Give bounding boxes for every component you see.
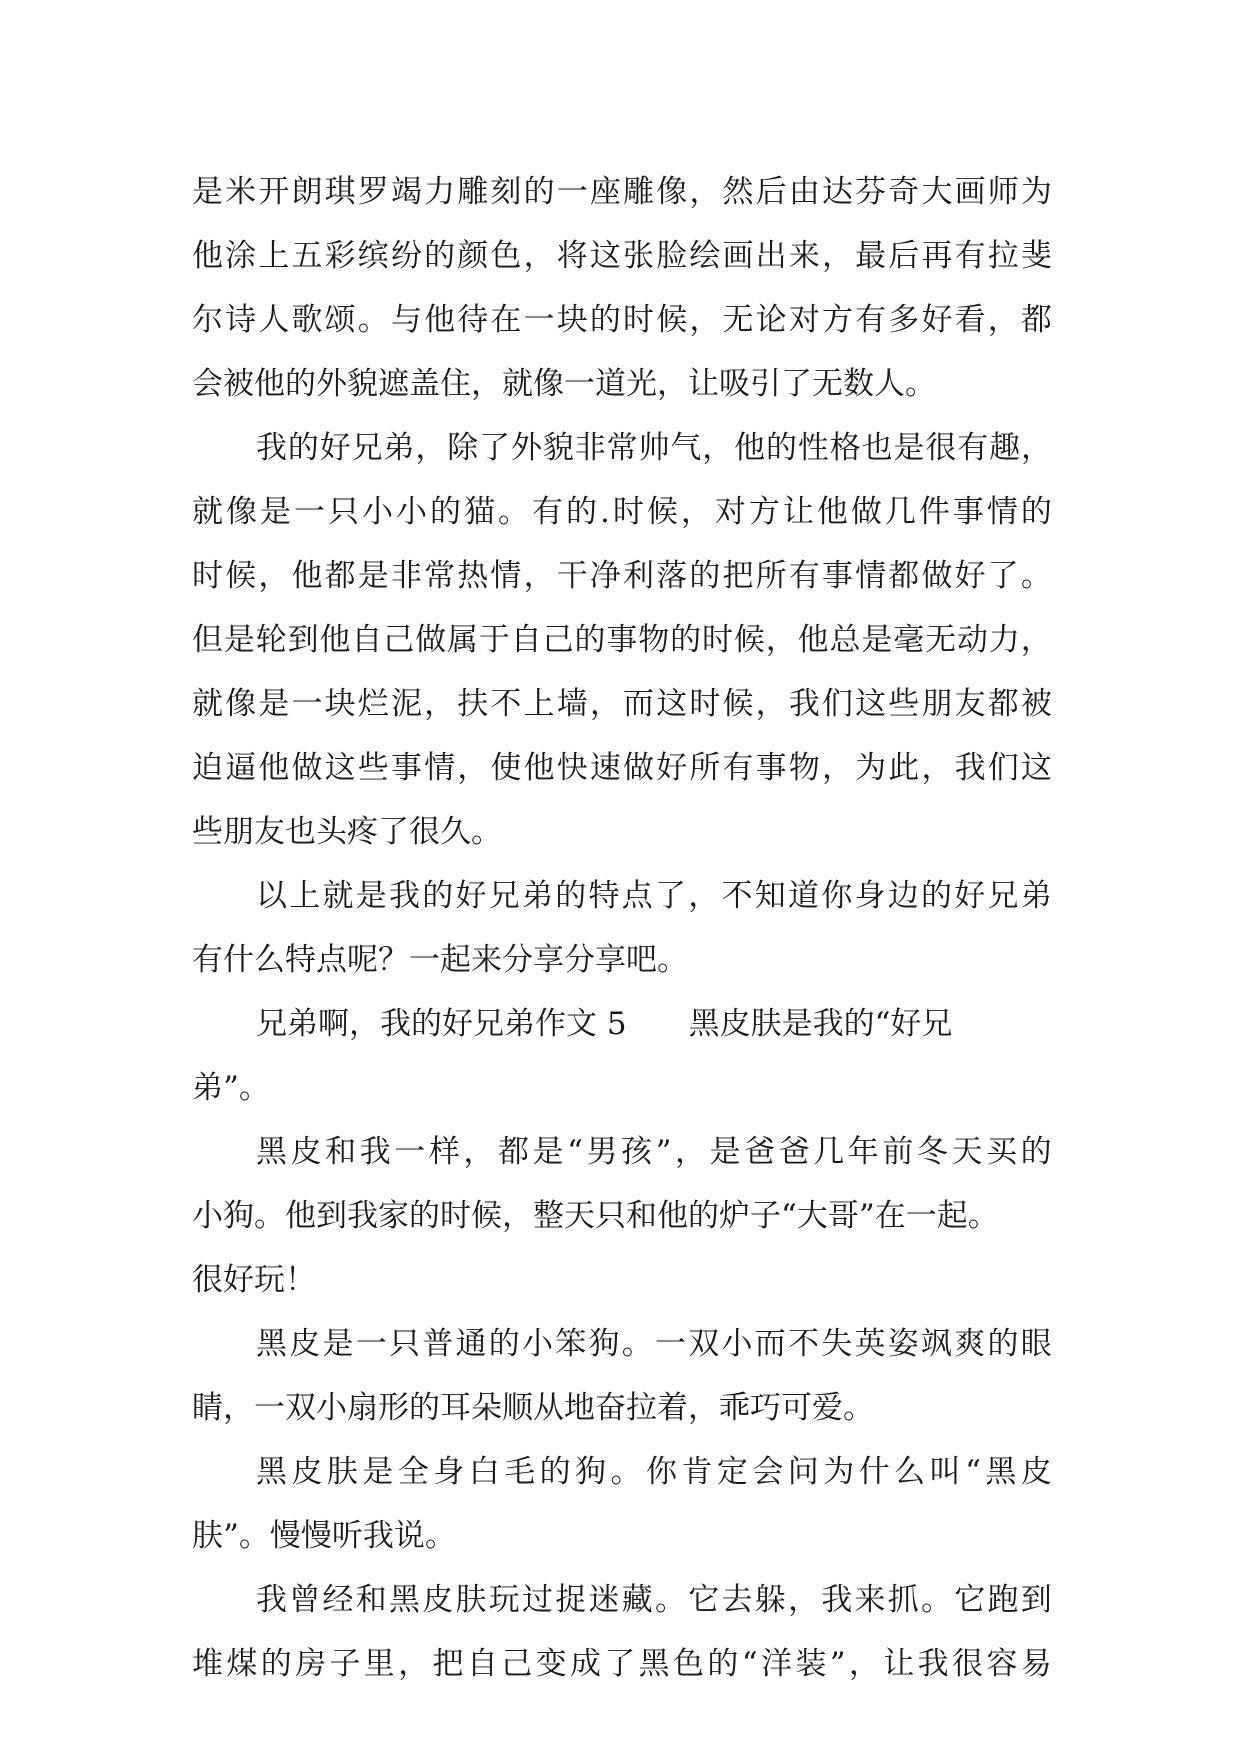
text-line: 兄弟啊，我的好兄弟作文 5 黑皮肤是我的“好兄 — [256, 1006, 953, 1042]
text-line: 堆 煤 的 房 子 里 ， 把 自 己 变 成 了 黑 色 的 “ 洋 装 ” ， 让 我 很 容 易 — [192, 1646, 1052, 1682]
text-line: 肤”。慢慢听我说。 — [192, 1518, 456, 1554]
text-line: 很好玩！ — [192, 1262, 316, 1298]
text-line: 有什么特点呢？一起来分享分享吧。 — [192, 942, 688, 978]
text-line: 迫 逼 他 做 这 些 事 情 ， 使 他 快 速 做 好 所 有 事 物 ， 为 此 ， 我 们 这 — [192, 750, 1052, 786]
text-line: 时 候 ， 他 都 是 非 常 热 情 ， 干 净 利 落 的 把 所 有 事 情 都 做 好 了 。 — [192, 558, 1052, 594]
text-line: 尔 诗 人 歌 颂 。 与 他 待 在 一 块 的 时 候 ， 无 论 对 方 有 多 好 看 ， 都 — [192, 302, 1052, 338]
text-line: 些朋友也头疼了很久。 — [192, 814, 502, 850]
document-body — [192, 160, 1052, 1696]
text-line: 会被他的外貌遮盖住，就像一道光，让吸引了无数人。 — [192, 366, 936, 402]
text-line: 就 像 是 一 块 烂 泥 ， 扶 不 上 墙 ， 而 这 时 候 ， 我 们 这 些 朋 友 都 被 — [192, 686, 1052, 722]
text-line: 我 曾 经 和 黑 皮 肤 玩 过 捉 迷 藏 。 它 去 躲 ， 我 来 抓 。 它 跑 到 — [256, 1582, 1052, 1618]
text-line: 是 米 开 朗 琪 罗 竭 力 雕 刻 的 一 座 雕 像 ， 然 后 由 达 芬 奇 大 画 师 为 — [192, 174, 1052, 210]
text-line: 黑 皮 是 一 只 普 通 的 小 笨 狗 。 一 双 小 而 不 失 英 姿 飒 爽 的 眼 — [256, 1326, 1052, 1362]
text-line: 以 上 就 是 我 的 好 兄 弟 的 特 点 了 ， 不 知 道 你 身 边 的 好 兄 弟 — [256, 878, 1052, 914]
text-line: 就 像 是 一 只 小 小 的 猫 。 有 的 . 时 候 ， 对 方 让 他 做 几 件 事 情 的 — [192, 494, 1052, 530]
text-line: 睛，一双小扇形的耳朵顺从地奋拉着，乖巧可爱。 — [192, 1390, 874, 1426]
text-line: 他 涂 上 五 彩 缤 纷 的 颜 色 ， 将 这 张 脸 绘 画 出 来 ， 最 后 再 有 拉 斐 — [192, 238, 1052, 274]
text-line: 黑 皮 和 我 一 样 ， 都 是 “ 男 孩 ” ， 是 爸 爸 几 年 前 冬 天 买 的 — [256, 1134, 1052, 1170]
text-line: 我 的 好 兄 弟 ， 除 了 外 貌 非 常 帅 气 ， 他 的 性 格 也 是 很 有 趣 ， — [256, 430, 1052, 466]
text-line: 黑 皮 肤 是 全 身 白 毛 的 狗 。 你 肯 定 会 问 为 什 么 叫 “ 黑 皮 — [256, 1454, 1052, 1490]
text-line: 弟”。 — [192, 1070, 270, 1106]
text-line: 小狗。他到我家的时候，整天只和他的炉子“大哥”在一起。 — [192, 1198, 999, 1234]
text-line: 但 是 轮 到 他 自 己 做 属 于 自 己 的 事 物 的 时 候 ， 他 总 是 毫 无 动 力 ， — [192, 622, 1052, 658]
